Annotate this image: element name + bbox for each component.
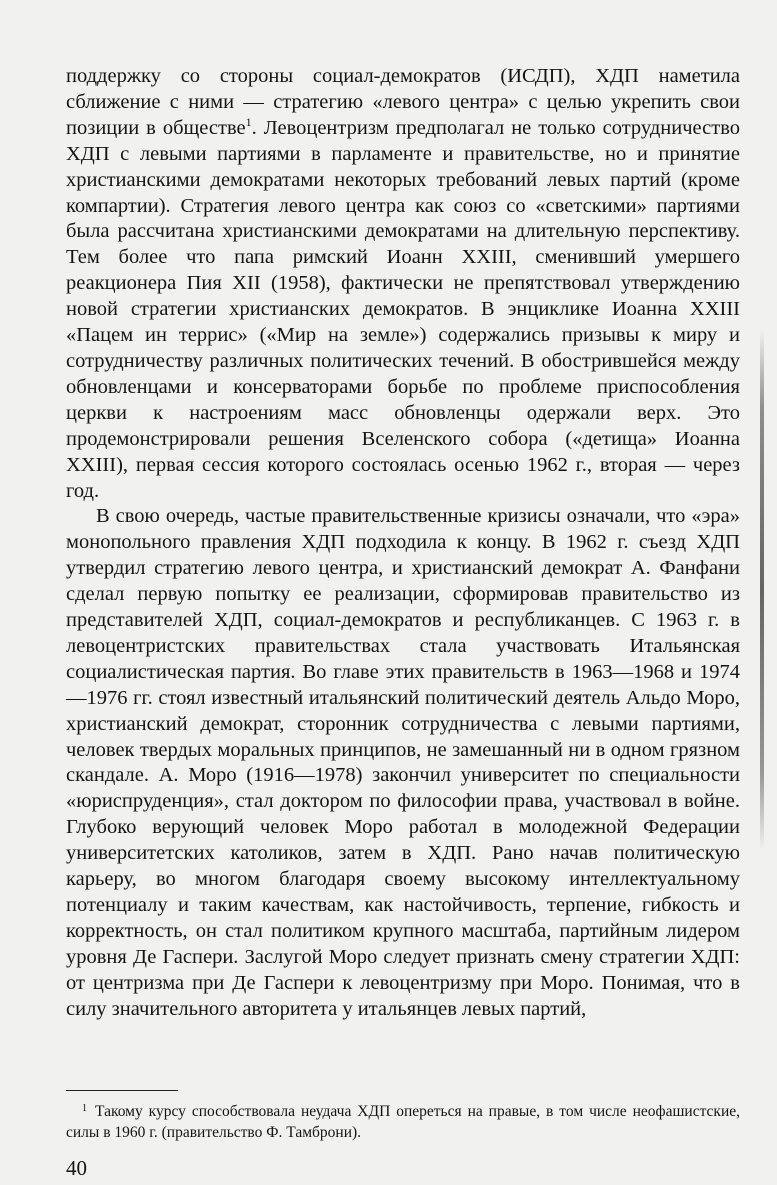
scan-edge-shadow <box>760 330 764 850</box>
paragraph-2: В свою очередь, частые правительственные кризисы означали, что «эра» монопольного правления ХДП подходила к концу. В 1962 г. съезд ХДП утвердил стратегию левого центра, и христианский демократ А. Фанфани сделал первую попытку ее реализации, сформировав правительство из представителей ХДП, социал-демократов и республиканцев. С 1963 г. в левоцентристских правительствах стала участвовать Итальянская социалистическая партия. Во главе этих правительств в 1963—1968 и 1974—1976 гг. стоял известный итальянский политический деятель Альдо Моро, христианский демократ, сторонник сотрудничества с левыми партиями, человек твердых моральных принципов, не замешанный ни в одном грязном скандале. А. Моро (1916—1978) закончил университет по специальности «юриспруденция», стал доктором по философии права, участвовал в войне. Глубоко верующий человек Моро работал в молодежной Федерации университетских католиков, затем в ХДП. Рано начав политическую карьеру, во многом благодаря своему высокому интеллектуальному потенциалу и таким качествам, как настойчивость, терпение, гибкость и корректность, он стал политиком крупного масштаба, партийным лидером уровня Де Гаспери. Заслугой Моро следует признать смену стратегии ХДП: от центризма при Де Гаспери к левоцентризму при Моро. Понимая, что в силу значительного авторитета у итальянцев левых партий, <box>66 505 740 1020</box>
footnote <box>66 1098 740 1143</box>
page-number: 40 <box>66 1156 87 1180</box>
footnote-text: Такому курсу способствовала неудача ХДП опереться на правые, в том числе неофашистские, силы в 1960 г. (правительство Ф. Тамброни). <box>66 1103 740 1141</box>
footnote-mark: 1 <box>82 1103 87 1114</box>
paragraph-1-text-start: поддержку со стороны социал-демократов (ИСДП), ХДП наметила сближение с ними — стратегию «левого центра» с целью укрепить свои позиции в обществе <box>66 65 740 139</box>
footnote-divider <box>66 1090 178 1091</box>
paragraph-1-text-end: . Левоцентризм предполагал не только сотрудничество ХДП с левыми партиями в парламенте и правительстве, но и принятие христианскими демократами некоторых требований левых партий (кроме компартии). Стратегия левого центра как союз со «светскими» партиями была рассчитана христианскими демократами на длительную перспективу. Тем более что папа римский Иоанн XXIII, сменивший умершего реакционера Пия XII (1958), фактически не препятствовал утверждению новой стратегии христианских демократов. В энциклике Иоанна XXIII «Пацем ин террис» («Мир на земле») содержались призывы к миру и сотрудничеству различных политических течений. В обострившейся между обновленцами и консерваторами борьбе по проблеме приспособления церкви к настроениям масс обновленцы одержали верх. Это продемонстрировали решения Вселенского собора («детища» Иоанна XXIII), первая сессия которого состоялась осенью 1962 г., вторая — через год. <box>66 116 740 502</box>
body-text <box>66 64 740 1023</box>
paragraph-1 <box>66 64 740 504</box>
footnote-reference: 1 <box>245 114 252 129</box>
